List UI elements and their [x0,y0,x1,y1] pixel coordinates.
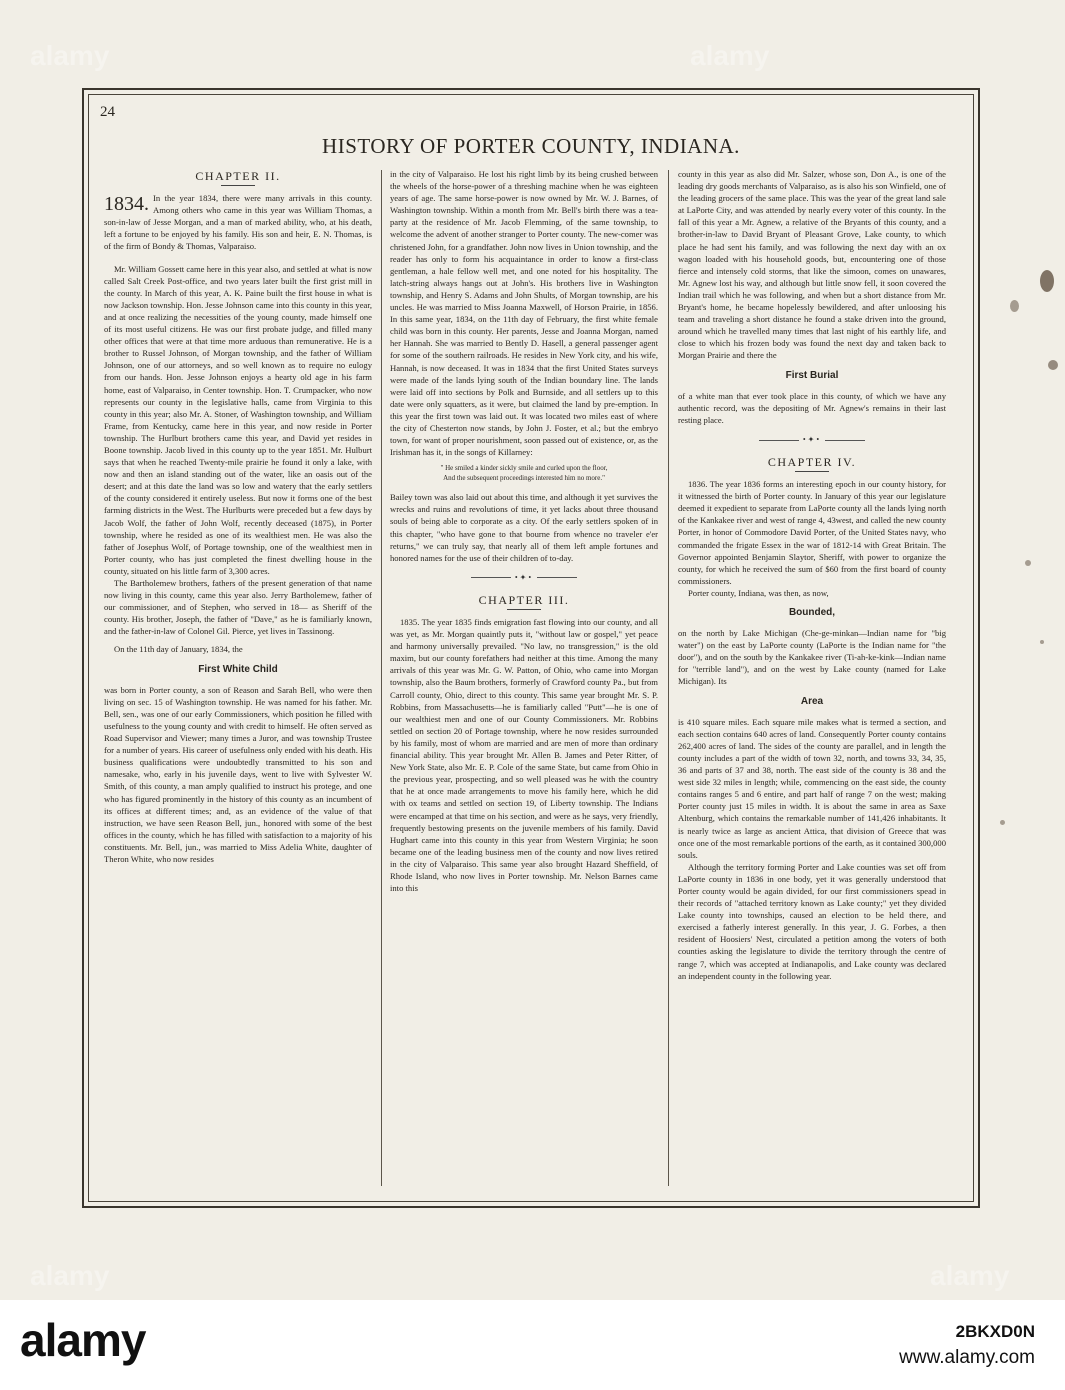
paragraph: Although the territory forming Porter and Lake counties was set off from LaPorte county in 1836 in one body, yet it was generally understood that Porter county would be again divided, for our first commissioners spead in their records of "attached territory known as Lake county;" yet they divided Lake county into townships, caused an election to be held there, and exercised a fatherly interest generally. In this year, J. G. Forbes, a then resident of Hoosiers' Nest, circulated a petition among the voters of both counties asking the legislature to divide the territory through the centre of range 7, which was accepted at Indianapolis, and Lake county was declared an independent county in the following year. [678,861,946,981]
image-id: 2BKXD0N [955,1322,1035,1341]
chapter-heading: CHAPTER II. [195,169,281,183]
heading-rule [795,471,829,472]
paragraph: 1836. The year 1836 forms an interesting epoch in our county history, for it witnessed the birth of Porter county. In January of this year our legislature deemed it expedient to separate from LaPorte county all the lands lying north of the Kankakee river and west of range 4, 43west, and called the new county Porter, in honor of Commodore David Porter, of the United States navy, who commanded the frigate Essex in the war of 1812-14 with Great Britain. The Governor appointed Benjamin Slaytor, Sheriff, with power to organize the county, for which he received the sum of $60 from the first board of county commissioners. [678,479,946,586]
paragraph: 1835. The year 1835 finds emigration fast flowing into our county, and all was yet, as Mr. Morgan quaintly puts it, "without law or gospel," yet peace and harmony universally prevailed. "No law, no transgression," is the old maxim, but our county forefathers had neither at this time. Among the many arrivals of this year was Mr. G. W. Patton, of Ohio, who came into Morgan township, also the Baum brothers, formerly of Crawford county Pa., but from Carroll county, Ohio, direct to this county. This same year brought Mr. S. P. Robbins, from Massachusetts—he is familiarly called "Putt"—he is one of our wealthiest men and one of our County Commissioners. Mr. Robbins settled on section 20 of Portage township, where he now resides surrounded by his family, most of whom are married and are men of more than ordinary financial ability. This year brought Mr. Allen B. James and Peter Ritter, of New York State, also Mr. E. P. Cole of the same State, but came from Ohio in the previous year, prospecting, and so well pleased was he with the country that he at once made arrangements to move his family here, which he did with ox teams and settled on section 19, of Liberty township. The Indians were encamped at that time on his section, and were as he says, very friendly, frequently bestowing presents on the juvenile members of his family. David Hughart came into this county in this year from Western Virginia; he soon became one of the leading business men of the county and now lives retired in the city of Valparaiso. This same year also brought Hazard Sheffield, of Rhode Island, who now lives in Porter township. Mr. Nelson Barnes came into this [390,617,658,894]
paragraph: county in this year as also did Mr. Salzer, whose son, Don A., is one of the leading dry goods merchants of Valparaiso, as is also his son Winfield, one of the leading grocers of the same place. This was the year of the great land sale at LaPorte City, and was attended by nearly every voter of this county. In the fall of this year a Mr. Agnew, a relative of the Bryants of this county, and a brother-in-law to David Bryant of Pleasant Grove, Lake county, to which place he had sent his family, and was following the next day with an ox wagon loaded with his household goods, but, encountering one of those fierce and intensely cold storms, that like the simoon, comes on unawares, Mr. Agnew lost his way, and although but little snow fell, it soon covered the Indian trail which he was following, and when but a short distance from Mr. Bryant's home, he became hopelessly bewildered, and after unloosing his team and traveling a short distance he found a stake driven into the ground, around which he travelled many times that last night of his earthly life, and close to which his frozen body was found the next day and taken back to Morgan Prairie and there the [678,169,946,361]
paragraph: On the 11th day of January, 1834, the [114,644,243,655]
section-ornament: •✦• [678,434,946,446]
paragraph: Bailey town was also laid out about this time, and although it yet survives the wrecks and ruins and revolutions of time, it yet lacks about three thousand souls of being able to corporate as a city. Of the early settlers spoken of in this chapter, "who have gone to that bourne from whence no traveler e'er returns," we can truly say, that nearly all of them left ample fortunes and honored names for the use of their children of to-day. [390,492,658,563]
quotation [394,464,654,483]
paragraph: Mr. William Gossett came here in this year also, and settled at what is now called Salt Creek Post-office, and two years later built the first grist mill in the county. In March of this year, A. K. Paine built the first house in what is now Jackson township. Hon. Jesse Johnson came into this county in this year, and at once realizing the necessities of the young county, made himself one of its most useful citizens. He was our first probate judge, and filled many other offices that were at that time more arduous than remunerative. He is a brother to Russel Johnson, of Morgan township, and the father of William Johnson, one of our attorneys, and so well known as to require no eulogy from our hands. Hon. Jesse Johnson enjoys a hearty old age in his farm home, east of Valparaiso, in Center township. Hon. T. Crumpacker, who now represents our county in the legislative halls, came from Virginia to this county in this year; also Mr. A. Stoner, of Washington township, and William Frame, from Kentucky, came here in this year, and now reside in Porter township. The Hurlburt brothers came this year, and David yet resides in Boone township. Jacob lived in this county up to the year 1851. Mr. Hulburt says that when he reached Twenty-mile prairie he found it only a lake, with now and then an island standing out of the water, like an oasis out of the desert; and at this date the land was so low and watery that the early settlers of the county considered it entirely useless. But now it forms one of the best farming districts in the West. The Hurlburts were preceded but a few days by Jacob Wolf, the father of John Wolf, recently deceased (1875), in Porter township, where he resided as one of its wealthiest men. He was also the father of Josephus Wolf, of Portage township, one of the wealthiest men in Porter county, who has just completed the finest dwelling house in the county, situated on his little farm of 3,300 acres. [104,263,372,576]
section-ornament: •✦• [390,572,658,584]
heading-rule [221,185,255,186]
paragraph: In the year 1834, there were many arrivals in this county. Among others who came in this year was William Thomas, a son-in-law of Jesse Morgan, and a man of marked ability, who, at his death, left a fortune to be enjoyed by his family. His son and heir, E. N. Thomas, is of the firm of Bondy & Thomas, Valparaiso. [104,193,372,252]
paragraph: in the city of Valparaiso. He lost his right limb by its being crushed between the wheels of the horse-power of a threshing machine when he was eighteen years of age. The same horse-power is now owned by Mr. W. J. Barnes, of Washington township. Within a month from Mr. Bell's birth there was a tea-party at the residence of Mr. Jacob Flemming, of the same township, to welcome the advent of another stranger to Porter county. The new-comer was christened John, for a grandfather. John now lives in Union township, and the reader has only to form his acquaintance in order to know a first-class gentleman, a hale fellow well met, and one noted for his hospitality. The latch-string always hangs out at John's. His brothers live in Washington township, and Henry S. Adams and John Shults, of Morgan township, are his uncles. He was married to Miss Joanna Maxwell, of Horson Prairie, in 1856. In this same year, 1834, on the 11th day of February, the first white female child was born in this county. Her parents, Jesse and Joanna Morgan, named her Hannah. She was married to Bently D. Hasell, a general passenger agent for some of the southern railroads. He resides in New York city, and his wife, Hannah, is now deceased. It was in 1834 that the first United States surveys were made of the lands lying south of the Indian boundary line. The lands were laid off into sections by Polk and Burnside, and all settlers up to this date were only squatters, as it were, but claimed the land by pre-emption. In this year the first town was laid out. It was located two miles east of where the city of Chesterton now stands, by John J. Foster, et al.; but the embryo town, for want of proper nourishment, soon passed out of existence, or, as the Irishman has it, in the songs of Killarney: [390,169,658,458]
watermark-text: alamy [30,40,110,71]
ink-stain [1000,820,1005,825]
subheading: Bounded, [788,607,836,618]
paragraph: was born in Porter county, a son of Reason and Sarah Bell, who were then living on sec. 15 of Washington township. He was named for his father. Mr. Bell, sen., was one of our early Commissioners, which position he filled with usefulness to the young county and with credit to himself. He often served as Road Supervisor and Viewer; many times a Juror, and was township Trustee for a number of years. His career of usefulness only ended with his death. His business qualifications were undoubtedly transmitted to his son and namesake, who, early in his juvenile days, went to live with Sylvester W. Smith, of this county, a man amply qualified to instruct his protege, and one who has figured prominently in the history of this county as an incumbent of its offices at different times; and, as an evidence of the value of that instruction, we have seen Reason Bell, jun., honored with some of the best offices in the county, which he has filled with satisfaction to a majority of his constituents. Mr. Bell, jun., was married to Miss Adelia White, daughter of Theron White, who now resides [104,684,372,864]
ink-stain [1040,640,1044,644]
paragraph: The Bartholemew brothers, fathers of the present generation of that name now living in this county, came this year also. Jerry Bartholemew, father of our commissioner, and of Stephen, who served in 18— as Sheriff of the county. His brother, Joseph, the father of "Dave," as he is familiarly known, and the father-in-law of Colonel Gil. Pierce, yet lives in Tassinong. [104,578,372,637]
page-title: HISTORY OF PORTER COUNTY, INDIANA. [322,134,740,158]
chapter-heading: CHAPTER IV. [767,454,857,469]
year-dropcap: 1834. [104,193,149,216]
paragraph: on the north by Lake Michigan (Che-ge-minkan—Indian name for "big water") on the east by LaPorte county (LaPorte is the Indian name for "the door"), and on the south by the Kankakee river (Ti-ah-ke-kink—Indian name for "terrible land"), and on the west by Lake county (named for Lake Michigan). Its [678,628,946,687]
quote-line: And the subsequent proceedings interested him no more." [443,473,605,482]
column-divider [381,170,382,1186]
alamy-logo: alamy [20,1314,146,1366]
watermark-text: alamy [690,40,770,71]
site-url: www.alamy.com [899,1347,1035,1368]
subheading: First Burial [785,369,839,381]
ink-stain [1040,270,1054,292]
column-divider [668,170,669,1186]
subheading: Area [800,695,824,707]
page-number: 24 [100,104,115,120]
paragraph: of a white man that ever took place in this county, of which we have any authentic record, was the depositing of Mr. Agnew's remains in their last resting place. [678,390,946,425]
heading-rule [507,609,541,610]
text-column-1 [104,168,372,1188]
subheading: First White Child [198,663,278,675]
quote-line: " He smiled a kinder sickly smile and curled upon the floor, [440,464,608,473]
chapter-heading: CHAPTER III. [478,592,570,607]
text-column-2 [390,168,658,1188]
ink-stain [1048,360,1058,370]
watermark-text: alamy [30,1260,110,1291]
watermark-text: alamy [930,1260,1010,1291]
text-column-3 [678,168,946,1188]
paragraph: is 410 square miles. Each square mile makes what is termed a section, and each section contains 640 acres of land. Consequently Porter county contains 262,400 acres of land. The sides of the county are parallel, and in length the county includes a part of the width of town 32, north, and towns 33, 34, 35, 36 and parts of 37 and 38, north. The east side of the county is 38 and the west side 32 miles in length; while, commencing on the east side, the county contains ranges 5 and 6 entire, and part half of range 7 on the west; making Porter county just 15 miles in width. It is about the same in area as Saxe Altenburg, which contains the remarkable number of 141,426 inhabitants. It is nearly twice as large as ancient Attica, that division of Greece that was once one of the most remarkable portions of the earth, as it contained 300,000 souls. [678,716,946,860]
paragraph: Porter county, Indiana, was then, as now, [688,587,829,598]
ink-stain [1010,300,1019,312]
ink-stain [1025,560,1031,566]
stock-footer-bar [0,1300,1065,1390]
